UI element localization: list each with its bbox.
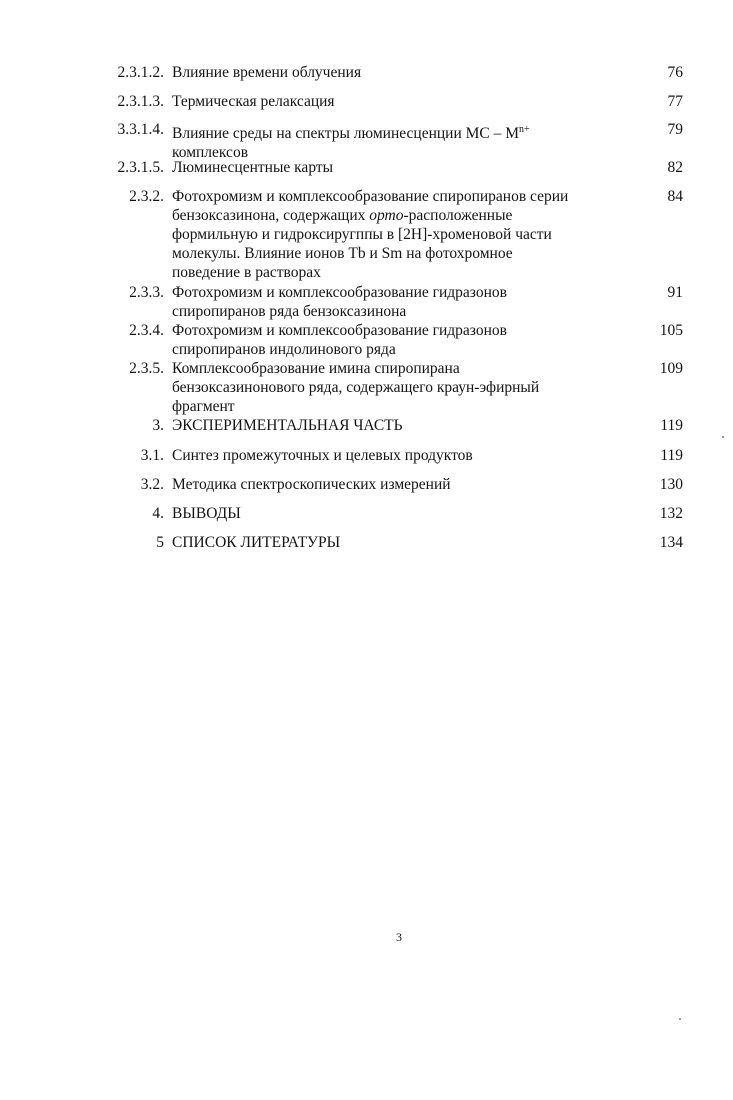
toc-entry-title-text: Влияние среды на спектры люминесценции МС – M	[172, 125, 520, 143]
scan-speck	[679, 1018, 681, 1020]
toc-entry-title	[172, 158, 622, 177]
toc-entry-title-line: спиропиранов ряда бензоксазинона	[172, 303, 407, 320]
toc-entry-title-line: Комплексообразование имина спиропирана	[172, 360, 460, 377]
toc-entry-number: 2.3.1.2.	[117, 64, 164, 81]
toc-entry-page: 84	[667, 188, 683, 205]
toc-entry-title-line: Синтез промежуточных и целевых продуктов	[172, 447, 473, 464]
toc-entry-page: 119	[660, 417, 683, 434]
toc-entry-title-line: Фотохромизм и комплексообразование гидразонов	[172, 284, 507, 301]
italic-ortho: орто	[369, 207, 404, 224]
toc-entry-number: 2.3.1.3.	[117, 93, 164, 110]
scan-speck	[722, 436, 724, 438]
toc-entry-title	[172, 321, 622, 359]
toc-entry-number: 3.3.1.4.	[117, 121, 164, 138]
toc-entry-number: 2.3.5.	[129, 360, 164, 377]
toc-entry-title-line	[172, 120, 622, 143]
toc-entry-title	[172, 120, 622, 162]
toc-entry-number: 2.3.2.	[129, 188, 164, 205]
toc-entry-title-line: Фотохромизм и комплексообразование спиропиранов серии	[172, 188, 569, 205]
toc-entry-page: 134	[659, 534, 683, 551]
toc-entry-number: 3.2.	[140, 476, 164, 493]
toc-entry-number: 2.3.4.	[129, 322, 164, 339]
toc-entry-page: 109	[659, 360, 683, 377]
toc-entry-title	[172, 187, 622, 282]
superscript-charge: n+	[519, 124, 530, 135]
toc-entry-number: 3.	[152, 417, 164, 434]
toc-entry-title	[172, 533, 622, 552]
toc-entry-title-line: спиропиранов индолинового ряда	[172, 341, 396, 358]
toc-entry-title	[172, 446, 622, 465]
page-number: 3	[396, 930, 402, 944]
toc-entry-title	[172, 504, 622, 523]
toc-entry-page: 79	[667, 121, 683, 138]
toc-entry-number: 2.3.3.	[129, 284, 164, 301]
toc-entry-title	[172, 63, 622, 82]
toc-entry-title	[172, 475, 622, 494]
toc-entry-title	[172, 416, 622, 435]
toc-entry-number: 3.1.	[140, 447, 164, 464]
toc-entry-title-line: Методика спектроскопических измерений	[172, 476, 451, 493]
toc-entry-title-line: бензоксазинонового ряда, содержащего краун-эфирный	[172, 379, 540, 396]
toc-entry-page: 105	[659, 322, 683, 339]
toc-entry-title-line: Люминесцентные карты	[172, 159, 334, 176]
toc-entry-page: 76	[667, 64, 683, 81]
toc-entry-number: 5	[156, 534, 164, 551]
toc-entry-title-line: формильную и гидроксиругппы в [2H]-хроменовой части	[172, 226, 552, 243]
toc-entry-title-line: поведение в растворах	[172, 264, 321, 281]
toc-entry-page: 119	[660, 447, 683, 464]
toc-entry-page: 91	[667, 284, 683, 301]
toc-entry-page: 77	[667, 93, 683, 110]
toc-entry-page: 132	[659, 505, 683, 522]
toc-entry-title-line: Влияние времени облучения	[172, 64, 362, 81]
toc-entry-number: 2.3.1.5.	[117, 159, 164, 176]
toc-entry-title	[172, 92, 622, 111]
toc-entry-title-line: ЭКСПЕРИМЕНТАЛЬНАЯ ЧАСТЬ	[172, 417, 403, 434]
toc-entry-title-line: комплексов	[172, 144, 249, 162]
toc-entry-title-line: бензоксазинона, содержащих орто-расположенные	[172, 207, 513, 224]
toc-entry-page: 82	[667, 159, 683, 176]
toc-entry-page: 130	[659, 476, 683, 493]
toc-entry-title	[172, 283, 622, 321]
toc-entry-title-line: молекулы. Влияние ионов Tb и Sm на фотохромное	[172, 245, 513, 262]
toc-entry-number: 4.	[152, 505, 164, 522]
toc-entry-title-line: фрагмент	[172, 398, 235, 415]
toc-entry-title-line: Термическая релаксация	[172, 93, 335, 110]
toc-entry-title-line: ВЫВОДЫ	[172, 505, 241, 522]
toc-entry-title	[172, 359, 622, 416]
toc-entry-title-line: СПИСОК ЛИТЕРАТУРЫ	[172, 534, 341, 551]
toc-entry-title-line: Фотохромизм и комплексообразование гидразонов	[172, 322, 507, 339]
